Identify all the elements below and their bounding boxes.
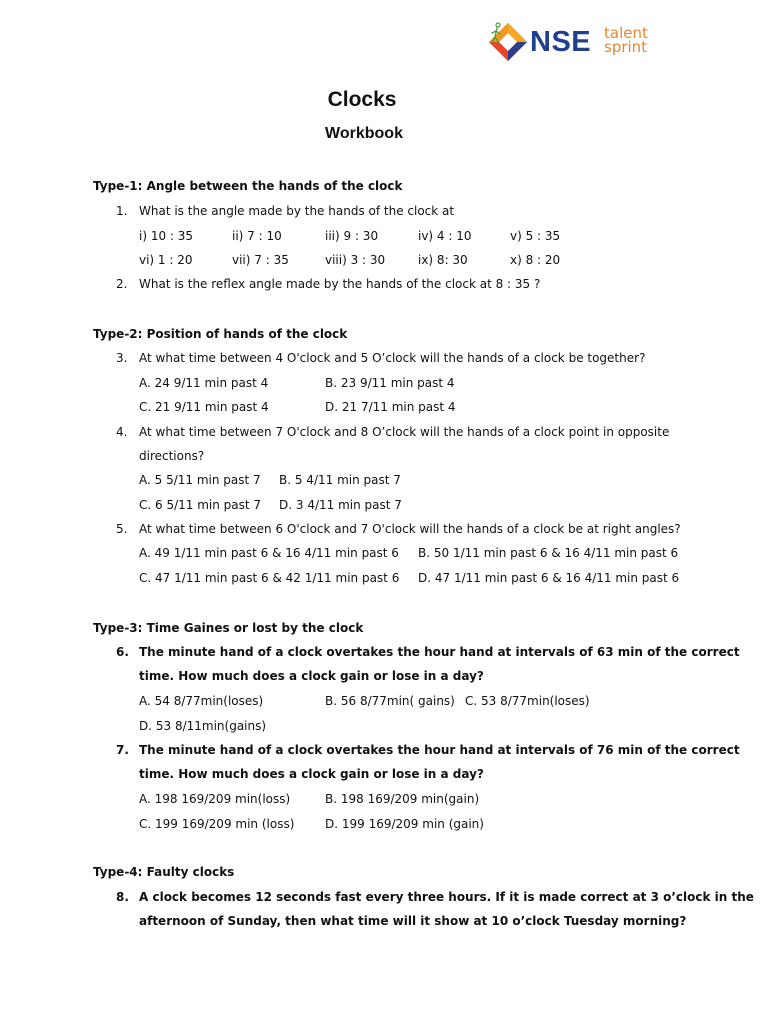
angle-part: ii) 7 : 10 [232,229,282,243]
question-number: 6. [116,645,129,659]
answer-option: B. 5 4/11 min past 7 [279,473,401,487]
answer-option: B. 23 9/11 min past 4 [325,376,455,390]
answer-option: C. 199 169/209 min (loss) [139,817,295,831]
angle-part: iii) 9 : 30 [325,229,379,243]
answer-option: D. 3 4/11 min past 7 [279,498,402,512]
section-heading-type4: Type-4: Faulty clocks [93,865,235,879]
section-heading-type2: Type-2: Position of hands of the clock [93,327,348,341]
answer-option: B. 50 1/11 min past 6 & 16 4/11 min past 6 [418,546,679,560]
question-text: At what time between 4 O'clock and 5 O’clock will the hands of a clock be together? [139,351,646,365]
question-text-continued: afternoon of Sunday, then what time will it show at 10 o’clock Tuesday morning? [139,914,687,928]
question-text: What is the reflex angle made by the hands of the clock at 8 : 35 ? [139,277,541,291]
answer-option: C. 6 5/11 min past 7 [139,498,262,512]
question-number: 8. [116,890,129,904]
question-number: 1. [116,204,128,218]
question-number: 4. [116,425,128,439]
answer-option: D. 53 8/11min(gains) [139,719,267,733]
question-text: The minute hand of a clock overtakes the hour hand at intervals of 63 min of the correct [139,645,740,659]
angle-part: x) 8 : 20 [510,253,561,267]
answer-option: C. 21 9/11 min past 4 [139,400,269,414]
answer-option: A. 5 5/11 min past 7 [139,473,261,487]
section-heading-type3: Type-3: Time Gaines or lost by the clock [93,621,364,635]
angle-part: vi) 1 : 20 [139,253,193,267]
answer-option: A. 54 8/77min(loses) [139,694,264,708]
angle-part: vii) 7 : 35 [232,253,289,267]
angle-part: i) 10 : 35 [139,229,194,243]
question-text: What is the angle made by the hands of the clock at [139,204,455,218]
question-text: The minute hand of a clock overtakes the hour hand at intervals of 76 min of the correct [139,743,740,757]
logo-sprint-text: sprint [604,38,648,56]
angle-part: viii) 3 : 30 [325,253,386,267]
question-text: A clock becomes 12 seconds fast every three hours. If it is made correct at 3 o’clock in the [139,890,754,904]
angle-part: v) 5 : 35 [510,229,561,243]
answer-option: B. 56 8/77min( gains) [325,694,455,708]
logo-brand-text: NSE [530,26,592,58]
angle-part: ix) 8: 30 [418,253,468,267]
angle-part: iv) 4 : 10 [418,229,472,243]
question-number: 7. [116,743,129,757]
page-subtitle: Workbook [325,125,403,142]
runner-icon [488,22,504,52]
question-number: 2. [116,277,128,291]
question-text: At what time between 7 O'clock and 8 O’clock will the hands of a clock point in opposite [139,425,670,439]
answer-option: D. 21 7/11 min past 4 [325,400,456,414]
answer-option: B. 198 169/209 min(gain) [325,792,480,806]
question-text-continued: time. How much does a clock gain or lose in a day? [139,767,484,781]
section-heading-type1: Type-1: Angle between the hands of the clock [93,179,403,193]
question-number: 3. [116,351,128,365]
question-text-continued: time. How much does a clock gain or lose in a day? [139,669,484,683]
nse-talentsprint-logo [488,22,688,62]
question-number: 5. [116,522,128,536]
answer-option: A. 24 9/11 min past 4 [139,376,269,390]
answer-option: D. 47 1/11 min past 6 & 16 4/11 min past 6 [418,571,680,585]
answer-option: C. 53 8/77min(loses) [465,694,590,708]
answer-option: A. 198 169/209 min(loss) [139,792,291,806]
answer-option: A. 49 1/11 min past 6 & 16 4/11 min past 6 [139,546,399,560]
page-title: Clocks [327,88,397,111]
logo-talent-text: talent [604,24,648,42]
answer-option: C. 47 1/11 min past 6 & 42 1/11 min past 6 [139,571,400,585]
question-text-continued: directions? [139,449,205,463]
question-text: At what time between 6 O'clock and 7 O'clock will the hands of a clock be at right angles? [139,522,681,536]
answer-option: D. 199 169/209 min (gain) [325,817,484,831]
